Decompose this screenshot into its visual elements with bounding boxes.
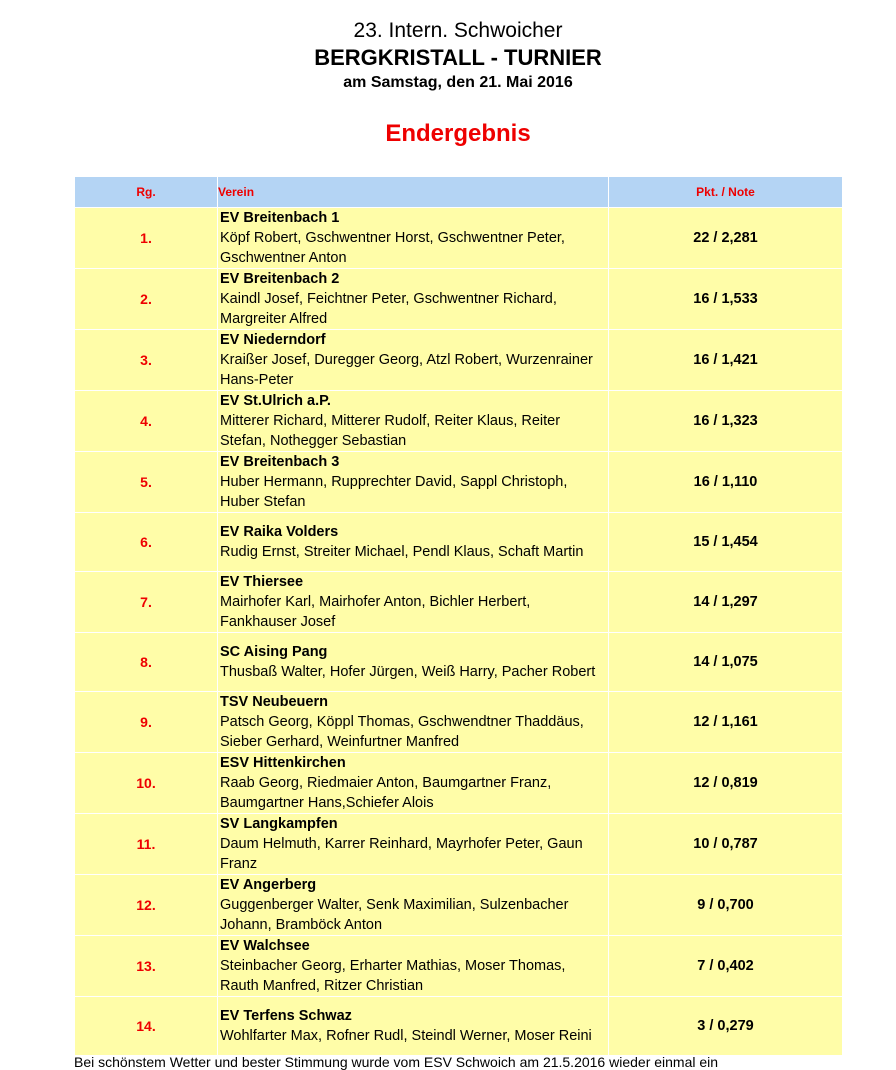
rank-cell: 4. — [75, 391, 218, 452]
table-row — [75, 875, 843, 936]
results-table — [74, 176, 843, 1056]
club-cell — [218, 753, 609, 814]
table-row — [75, 633, 843, 692]
rank-cell: 1. — [75, 208, 218, 269]
rank-cell: 9. — [75, 692, 218, 753]
column-header-club: Verein — [218, 177, 609, 208]
player-names: Daum Helmuth, Karrer Reinhard, Mayrhofer Peter, Gaun Franz — [220, 836, 583, 872]
player-names: Thusbaß Walter, Hofer Jürgen, Weiß Harry, Pacher Robert — [220, 664, 596, 680]
club-name: SV Langkampfen — [220, 816, 338, 832]
player-names: Huber Hermann, Rupprechter David, Sappl Christoph, Huber Stefan — [220, 474, 568, 510]
player-names: Steinbacher Georg, Erharter Mathias, Moser Thomas, Rauth Manfred, Ritzer Christian — [220, 958, 566, 994]
club-name: EV Raika Volders — [220, 524, 339, 540]
rank-cell: 3. — [75, 330, 218, 391]
club-name: EV Breitenbach 2 — [220, 271, 340, 287]
table-row — [75, 208, 843, 269]
club-cell — [218, 269, 609, 330]
rank-cell: 2. — [75, 269, 218, 330]
table-row — [75, 936, 843, 997]
club-name: TSV Neubeuern — [220, 694, 328, 710]
club-cell — [218, 452, 609, 513]
points-cell: 16 / 1,533 — [609, 269, 843, 330]
table-row — [75, 513, 843, 572]
club-name: ESV Hittenkirchen — [220, 755, 346, 771]
club-name: EV St.Ulrich a.P. — [220, 393, 331, 409]
points-cell: 15 / 1,454 — [609, 513, 843, 572]
player-names: Guggenberger Walter, Senk Maximilian, Sulzenbacher Johann, Bramböck Anton — [220, 897, 569, 933]
points-cell: 16 / 1,421 — [609, 330, 843, 391]
tournament-name: BERGKRISTALL - TURNIER — [314, 45, 602, 70]
table-row — [75, 997, 843, 1056]
rank-cell: 7. — [75, 572, 218, 633]
table-row — [75, 330, 843, 391]
table-header-row — [75, 177, 843, 208]
table-row — [75, 753, 843, 814]
player-names: Patsch Georg, Köppl Thomas, Gschwendtner Thaddäus, Sieber Gerhard, Weinfurtner Manfred — [220, 714, 584, 750]
club-cell — [218, 513, 609, 572]
rank-cell: 5. — [75, 452, 218, 513]
player-names: Mairhofer Karl, Mairhofer Anton, Bichler Herbert, Fankhauser Josef — [220, 594, 531, 630]
player-names: Wohlfarter Max, Rofner Rudl, Steindl Werner, Moser Reini — [220, 1028, 592, 1044]
tournament-header — [0, 18, 896, 95]
points-cell: 16 / 1,323 — [609, 391, 843, 452]
table-row — [75, 572, 843, 633]
column-header-points: Pkt. / Note — [609, 177, 843, 208]
points-cell: 7 / 0,402 — [609, 936, 843, 997]
column-header-rank: Rg. — [75, 177, 218, 208]
result-title: Endergebnis — [385, 120, 531, 147]
points-cell: 3 / 0,279 — [609, 997, 843, 1056]
points-cell: 14 / 1,075 — [609, 633, 843, 692]
club-cell — [218, 572, 609, 633]
points-cell: 9 / 0,700 — [609, 875, 843, 936]
rank-cell: 13. — [75, 936, 218, 997]
table-row — [75, 814, 843, 875]
club-name: EV Breitenbach 1 — [220, 210, 340, 226]
club-cell — [218, 391, 609, 452]
player-names: Mitterer Richard, Mitterer Rudolf, Reiter Klaus, Reiter Stefan, Nothegger Sebastian — [220, 413, 561, 449]
player-names: Raab Georg, Riedmaier Anton, Baumgartner Franz, Baumgartner Hans,Schiefer Alois — [220, 775, 552, 811]
points-cell: 12 / 0,819 — [609, 753, 843, 814]
club-cell — [218, 875, 609, 936]
points-cell: 22 / 2,281 — [609, 208, 843, 269]
player-names: Köpf Robert, Gschwentner Horst, Gschwentner Peter, Gschwentner Anton — [220, 230, 565, 266]
club-name: EV Breitenbach 3 — [220, 454, 340, 470]
club-name: EV Niederndorf — [220, 332, 326, 348]
rank-cell: 10. — [75, 753, 218, 814]
table-row — [75, 269, 843, 330]
tournament-edition: 23. Intern. Schwoicher — [353, 19, 563, 42]
rank-cell: 6. — [75, 513, 218, 572]
club-cell — [218, 936, 609, 997]
player-names: Rudig Ernst, Streiter Michael, Pendl Klaus, Schaft Martin — [220, 544, 584, 560]
club-cell — [218, 633, 609, 692]
rank-cell: 12. — [75, 875, 218, 936]
points-cell: 14 / 1,297 — [609, 572, 843, 633]
club-name: EV Walchsee — [220, 938, 310, 954]
points-cell: 12 / 1,161 — [609, 692, 843, 753]
points-cell: 10 / 0,787 — [609, 814, 843, 875]
rank-cell: 14. — [75, 997, 218, 1056]
club-cell — [218, 814, 609, 875]
footer-text: Bei schönstem Wetter und bester Stimmung wurde vom ESV Schwoich am 21.5.2016 wieder einmal ein — [74, 1054, 719, 1070]
club-name: EV Angerberg — [220, 877, 317, 893]
player-names: Kaindl Josef, Feichtner Peter, Gschwentner Richard, Margreiter Alfred — [220, 291, 557, 327]
points-cell: 16 / 1,110 — [609, 452, 843, 513]
tournament-date: am Samstag, den 21. Mai 2016 — [343, 74, 573, 91]
club-cell — [218, 692, 609, 753]
rank-cell: 11. — [75, 814, 218, 875]
table-row — [75, 391, 843, 452]
club-name: EV Terfens Schwaz — [220, 1008, 352, 1024]
rank-cell: 8. — [75, 633, 218, 692]
club-cell — [218, 208, 609, 269]
club-name: SC Aising Pang — [220, 644, 328, 660]
player-names: Kraißer Josef, Duregger Georg, Atzl Robert, Wurzenrainer Hans-Peter — [220, 352, 593, 388]
club-name: EV Thiersee — [220, 574, 304, 590]
club-cell — [218, 997, 609, 1056]
club-cell — [218, 330, 609, 391]
table-row — [75, 452, 843, 513]
table-row — [75, 692, 843, 753]
